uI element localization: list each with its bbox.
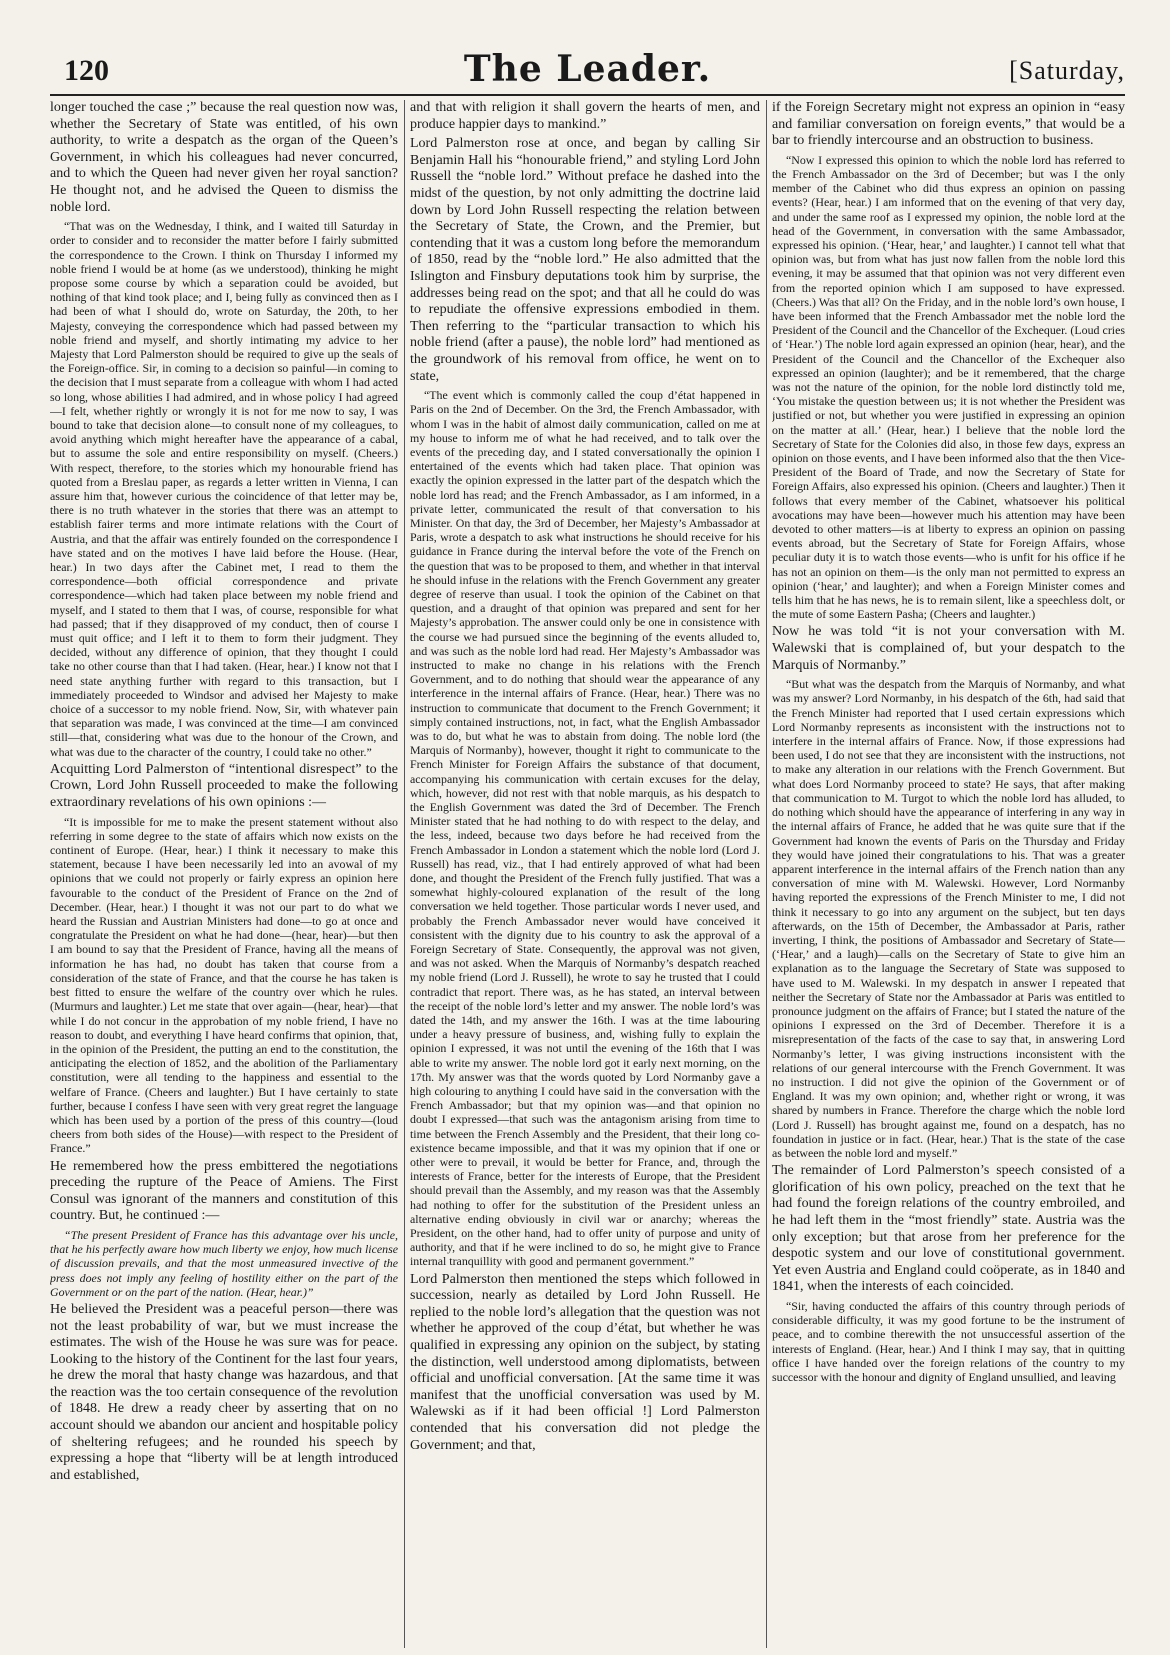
column-rule bbox=[766, 100, 767, 1648]
body-paragraph: Lord Palmerston rose at once, and began by calling Sir Benjamin Hall his “honourable friend,” and styling Lord John Russell the “noble lord.” Without preface he dashed into the midst of the question, by not only admitting the doctrine laid down by Lord John Russell respecting the relation between the Secretary of State, the Crown, and the Premier, but contending that it was a custom long before the memorandum of 1850, read by the “noble lord.” He also admitted that the Islington and Finsbury deputations took him by surprise, the addresses being read on the spot; and that all he could do was to repudiate the offensive expressions embodied in them. Then referring to the “particular transaction to which his noble friend (after a pause), the noble lord” had mentioned as the groundwork of his removal from office, he went on to state, bbox=[410, 136, 760, 384]
text-column-2 bbox=[410, 100, 760, 1648]
masthead-title: The Leader. bbox=[463, 48, 712, 90]
body-paragraph: The remainder of Lord Palmerston’s speech consisted of a glorification of his own policy, preached on the text that he had found the foreign relations of the country embroiled, and he had left them in the “most friendly” state. Austria was the only exception; but that arose from her preference for the despotic system and our love of constitutional government. Yet even Austria and England could coöperate, as in 1840 and 1841, when the interests of each coincided. bbox=[772, 1163, 1125, 1295]
quoted-paragraph: “Now I expressed this opinion to which the noble lord has referred to the French Ambassador on the 3rd of December; but was I the only member of the Cabinet who did thus express an opinion on passing events? (Hear, hear.) I am informed that on the evening of that very day, and under the same roof as I expressed my opinion, the noble lord at the head of the Government, in conversation with the same Ambassador, expressed his opinion. (‘Hear, hear,’ and laughter.) I cannot tell what that opinion was, but from what has just now fallen from the noble lord this evening, it may be assumed that that opinion was not very different even from the reported opinion which I am supposed to have expressed. (Cheers.) Was that all? On the Friday, and in the noble lord’s own house, I have been informed that the French Ambassador met the noble lord the President of the Council and the Chancellor of the Exchequer. (Loud cries of ‘Hear.’) The noble lord again expressed an opinion (hear, hear), and the President of the Council and the Chancellor of the Exchequer also expressed an opinion (laughter); and be it remembered, that the charge was not the nature of the opinion, for the noble lord distinctly told me, ‘You mistake the question between us; it is not whether the President was justified or not, but whether you were justified in expressing an opinion on the matter at all.’ (Hear, hear.) I believe that the noble lord the Secretary of State for the Colonies did also, in those few days, express an opinion on those events, and I have been informed also that the then Vice-President of the Board of Trade, and now the Secretary of State for Foreign Affairs, also expressed his opinion. (Cheers and laughter.) Then it follows that every member of the Cabinet, whatsoever his political avocations may have been—however much his attention may have been devoted to other matters—is at liberty to express an opinion on passing events abroad, but the Secretary of State for Foreign Affairs, whose peculiar duty it is to watch those events—who is unfit for his office if he has not an opinion on them—is the only man not permitted to express an opinion (‘hear,’ and laughter); and when a Foreign Minister comes and tells him that he has news, he is to remain silent, like a speechless dolt, or the mute of some Eastern Pasha; (Cheers and laughter.) bbox=[772, 152, 1125, 622]
body-paragraph: Now he was told “it is not your conversation with M. Walewski that is complained of, but your despatch to the Marquis of Normanby.” bbox=[772, 624, 1125, 673]
quoted-paragraph: “The present President of France has this advantage over his uncle, that he his perfectly aware how much liberty we enjoy, how much license of discussion prevails, and that the most unmeasured invective of the press does not imply any feeling of hostility either on the part of the Government or on the part of the nation. (Hear, hear.)” bbox=[50, 1227, 398, 1299]
quoted-paragraph: “The event which is commonly called the coup d’état happened in Paris on the 2nd of December. On the 3rd, the French Ambassador, with whom I was in the habit of almost daily communication, called on me at my house to inform me of what he had received, and to talk over the events of the preceding day, and I stated conversationally the opinion I entertained of the events which had taken place. That opinion was exactly the opinion expressed in the latter part of the despatch which the noble lord has read; and the French Ambassador, as I am informed, in a private letter, communicated the result of that conversation to his Minister. On that day, the 3rd of December, her Majesty’s Ambassador at Paris, wrote a despatch to ask what instructions he should receive for his guidance in France during the interval before the vote of the French on the question that was to be proposed to them, and whether in that interval he should infuse in the relations with the French Government any greater degree of reserve than usual. I took the opinion of the Cabinet on that question, and a draught of that opinion was prepared and sent for her Majesty’s approbation. The answer could only be one in consistence with the course we had pursued since the beginning of the events alluded to, and was such as the noble lord had read. Her Majesty’s Ambassador was instructed to make no change in his relations with the French Government, and to do nothing that should wear the appearance of any interference in the internal affairs of France. (Hear, hear.) There was no instruction to communicate that document to the French Government; it simply contained instructions, not, in fact, what the English Ambassador was to do, but what he was to abstain from doing. The noble lord (the Marquis of Normanby), however, thought it right to communicate to the French Minister for Foreign Affairs the substance of that document, accompanying his communication with certain excuses for the delay, which, however, did not rest with that noble marquis, as his despatch to the English Government was dated the 3rd of December. The French Minister stated that he had nothing to do with respect to the delay, and the less, indeed, because two days before he had received from the French Ambassador in London a statement which the noble lord (Lord J. Russell) has read, viz., that I had entirely approved of what had been done, and thought the President of the French fully justified. That was a somewhat highly-coloured explanation of the result of the long conversation we held together. Those particular words I never used, and probably the French Ambassador never would have conceived it consistent with the dignity due to his country to ask the approval of a Foreign Secretary of State. Consequently, the approval was not given, and was not asked. When the Marquis of Normanby’s despatch reached my noble friend (Lord J. Russell), he wrote to say he trusted that I could contradict that report. There was, as he has stated, an interval between the receipt of the noble lord’s letter and my answer. The noble lord’s was dated the 14th, and my answer the 16th. I was at the time labouring under a heavy pressure of business, and, wishing fully to explain the opinion I expressed, it was not until the evening of the 16th that I was able to write my answer. The noble lord got it early next morning, on the 17th. My answer was that the words quoted by Lord Normanby gave a high colouring to anything I could have said in the conversation with the French Ambassador; but that my opinion was—and that opinion no doubt I expressed—that such was the antagonism arising from time to time between the French Assembly and the President, that their long co-existence became impossible, and that it was my opinion that if one or other were to prevail, it would be better for France, and, through the interests of France, better for the interests of Europe, that the President should prevail than the Assembly, and my reason was that the Assembly had nothing to offer for the substitution of the President unless an alternative ending obviously in civil war or anarchy; whereas the President, on the other hand, had to offer unity of purpose and unity of authority, and that if he were inclined to do so, he might give to France internal tranquillity with good and permanent government.” bbox=[410, 388, 760, 1269]
body-paragraph: and that with religion it shall govern the hearts of men, and produce happier days to mankind.” bbox=[410, 100, 760, 132]
body-paragraph: He remembered how the press embittered the negotiations preceding the rupture of the Peace of Amiens. The First Consul was ignorant of the manners and constitution of this country. But, he continued :— bbox=[50, 1158, 398, 1224]
page-header bbox=[50, 48, 1125, 96]
quoted-paragraph: “It is impossible for me to make the present statement without also referring in some degree to the state of affairs which now exists on the continent of Europe. (Hear, hear.) I think it necessary to make this statement, because I have been necessarily led into an avowal of my opinions that we could not properly or fairly express an opinion here favourable to the conduct of the President of France on the 2nd of December. (Hear, hear.) I thought it was not our part to do what we heard the Russian and Austrian Ministers had done—to go at once and congratulate the President on what he had done—(hear, hear)—but then I am bound to say that the President of France, having all the means of information he has had, no doubt has taken that course from a consideration of the state of France, and that the course he has taken is best fitted to ensure the welfare of the country over which he rules. (Murmurs and laughter.) Let me state that over again—(hear, hear)—that while I do not concur in the approbation of my noble friend, I have no reason to doubt, and everything I have heard confirms that opinion, that, in the opinion of the President, the putting an end to the constitution, the anticipating the election of 1852, and the abolition of the Parliamentary constitution, were all tending to the happiness and essential to the welfare of France. (Cheers and laughter.) But I have certainly to state further, because I confess I have seen with very great regret the language which has been used by a portion of the press of this country—(loud cheers from both sides of the House)—with respect to the President of France.” bbox=[50, 814, 398, 1156]
body-paragraph: if the Foreign Secretary might not express an opinion in “easy and familiar conversation on foreign events,” that would be a bar to friendly intercourse and an obstruction to business. bbox=[772, 100, 1125, 149]
page-number: 120 bbox=[64, 54, 109, 87]
body-paragraph: longer touched the case ;” because the real question now was, whether the Secretary of State was entitled, of his own authority, to write a despatch as the organ of the Queen’s Government, in which his colleagues had never concurred, and to which the Queen had never given her royal sanction? He thought not, and he advised the Queen to dismiss the noble lord. bbox=[50, 100, 398, 215]
quoted-paragraph: “But what was the despatch from the Marquis of Normanby, and what was my answer? Lord Normanby, in his despatch of the 6th, had said that the French Minister had reported that I used certain expressions which Lord Normanby represents as inconsistent with the instructions not to interfere in the internal affairs of France. Now, if those expressions had been used, I do not see that they are inconsistent with the instructions, not to make any alteration in our relations with the French Government. But what does Lord Normanby proceed to state? He says, that after making that communication to M. Turgot to which the noble lord has alluded, to do nothing which should have the appearance of interfering in any way in the internal affairs of France, he added that he was quite sure that if the Government had known the events of Paris on the Thursday and Friday they would have joined their congratulations to his. That was a greater apparent interference in the internal affairs of the French nation than any conversation of mine with M. Walewski. However, Lord Normanby having reported the expressions of the French Minister to me, I did not think it necessary to go into any argument on the subject, but ten days afterwards, on the 15th of December, the Ambassador at Paris, rather inverting, I think, the positions of Ambassador and Secretary of State—(‘Hear,’ and a laugh)—calls on the Secretary of State to give him an explanation as to the language the Secretary of State was supposed to have used to M. Walewski. In my despatch in answer I repeated that neither the Secretary of State nor the Ambassador at Paris was entitled to pronounce judgment on the affairs of France; but I stated the nature of the opinions I expressed on the 3rd of December. Therefore it is a misrepresentation of the facts of the case to say that, in answering Lord Normanby’s letter, I was giving instructions inconsistent with the relations of our general intercourse with the French Government. It was no instruction. I did not give the opinion of the Government or of England. It was my own opinion; and, whether right or wrong, it was shared by numbers in France. Therefore the charge which the noble lord (Lord J. Russell) has brought against me, found on a despatch, has no foundation in justice or in fact. (Hear, hear.) That is the state of the case as between the noble lord and myself.” bbox=[772, 677, 1125, 1160]
text-column-1 bbox=[50, 100, 398, 1648]
quoted-paragraph: “Sir, having conducted the affairs of this country through periods of considerable difficulty, it was my good fortune to be the instrument of peace, and to combine therewith the not unsuccessful assertion of the interests of England. (Hear, hear.) And I think I may say, that in quitting office I have handed over the foreign relations of the country to my successor with the honour and dignity of England unsullied, and leaving bbox=[772, 1298, 1125, 1384]
dateline: [Saturday, bbox=[1009, 56, 1125, 85]
quoted-paragraph: “That was on the Wednesday, I think, and I waited till Saturday in order to consider and to reconsider the matter before I fairly submitted the correspondence to the Crown. I think on Thursday I informed my noble friend I would be at home (as we understood), thinking he might propose some course by which a separation could be avoided, but nothing of that kind took place; and I, being fully as convinced then as I had been of what I should do, wrote on Saturday, the 20th, to her Majesty, conveying the correspondence which had passed between my noble friend and myself, and shortly intimating my advice to her Majesty that Lord Palmerston should be required to give up the seals of the Foreign-office. Sir, in coming to a decision so painful—in coming to the decision that I must separate from a colleague with whom I had acted so long, whose abilities I had admired, and in whose policy I had agreed—I felt, whether rightly or wrongly it is not for me now to say, I was bound to take that decision alone—to consult none of my colleagues, to avoid anything which might hereafter have the appearance of a cabal, but to assume the sole and entire responsibility on myself. (Cheers.) With respect, therefore, to the stories which my honourable friend has quoted from a Breslau paper, as regards a letter written in Vienna, I can assure him that, however curious the coincidence of that letter may be, there is no truth whatever in the stories that there was an attempt to establish fairer terms and more intimate relations with the Court of Austria, and that the affair was entirely founded on the correspondence I have stated and on the motives I have laid before the House. (Hear, hear.) In two days after the Cabinet met, I read to them the correspondence—both official correspondence and private correspondence—which had taken place between my noble friend and myself, and I stated to them that I was, of course, responsible for what had passed; that if they disapproved of my conduct, then of course I must quit office; and I left it to them to form their judgment. They decided, without any difference of opinion, that they thought I could take no other course than that I had taken. (Hear, hear.) I know not that I need state anything further with regard to this transaction, but I immediately proceeded to Windsor and advised her Majesty to make choice of a successor to my noble friend. Now, Sir, with whatever pain that separation was made, I was convinced at the time—I am convinced still—that, considering what was due to the honour of the Crown, and what was due to the character of the country, I could take no other.” bbox=[50, 219, 398, 759]
body-paragraph: He believed the President was a peaceful person—there was not the least probability of war, but we must increase the estimates. The wish of the House he was sure was for peace. Looking to the history of the Continent for the last four years, he drew the moral that hasty change was hazardous, and that the reaction was the too certain consequence of the revolution of 1848. He drew a ready cheer by asserting that on no account should we abandon our ancient and hospitable policy of sheltering refugees; and he rounded his speech by expressing a hope that “liberty will be at length introduced and established, bbox=[50, 1301, 398, 1483]
body-paragraph: Lord Palmerston then mentioned the steps which followed in succession, nearly as detailed by Lord John Russell. He replied to the noble lord’s allegation that the question was not whether he approved of the coup d’état, but whether he was qualified in expressing any opinion on the subject, by stating the distinction, well understood among diplomatists, between official and unofficial conversation. [At the same time it was manifest that the unofficial conversation was used by M. Walewski as if it had been official !] Lord Palmerston contended that his conversation did not pledge the Government; and that, bbox=[410, 1271, 760, 1453]
body-paragraph: Acquitting Lord Palmerston of “intentional disrespect” to the Crown, Lord John Russell proceeded to make the following extraordinary revelations of his own opinions :— bbox=[50, 761, 398, 811]
column-rule bbox=[404, 100, 405, 1648]
text-column-3 bbox=[772, 100, 1125, 1648]
